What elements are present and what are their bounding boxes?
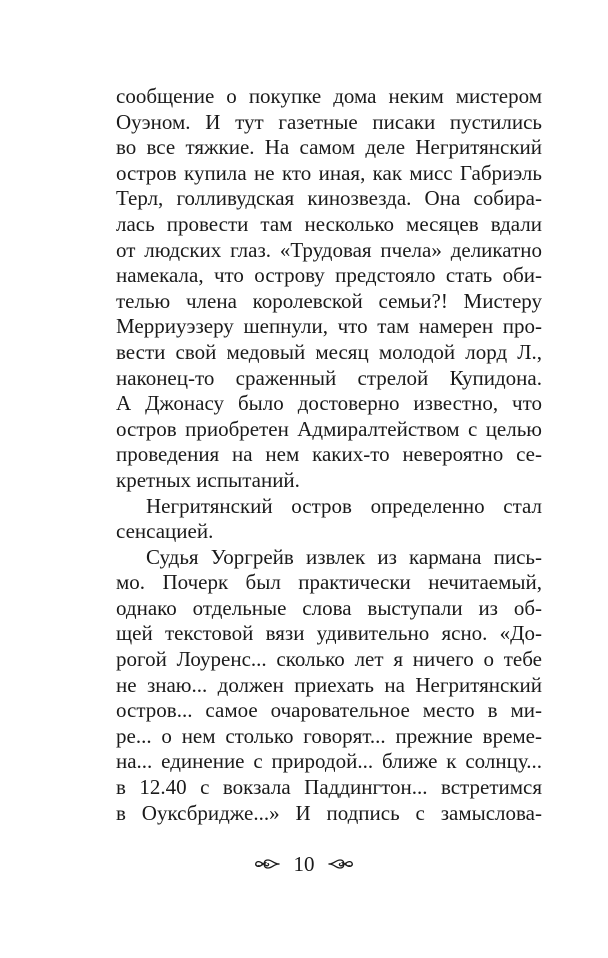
text-line: Терл, голливудская кинозвезда. Она собира- (116, 186, 542, 211)
text-line: остров... самое очаровательное место в ми- (116, 698, 542, 723)
text-line: сенсацией. (116, 519, 214, 544)
text-line: остров приобретен Адмиралтейством с целью (116, 416, 542, 441)
text-line: А Джонасу было достоверно известно, что (116, 391, 542, 416)
text-line: остров купила не кто иная, как мисс Габриэль (116, 160, 542, 185)
text-line: лась провести там несколько месяцев вдали (116, 211, 542, 236)
text-line: Оуэном. И тут газетные писаки пустились (116, 109, 542, 134)
text-line: ре... о нем столько говорят... прежние време- (116, 723, 542, 748)
fleuron-left-icon (254, 855, 280, 873)
text-line: от людских глаз. «Трудовая пчела» деликатно (116, 237, 542, 262)
text-line: щей текстовой вязи удивительно ясно. «До- (116, 621, 542, 646)
text-line: не знаю... должен приехать на Негритянский (116, 672, 542, 697)
text-line: в 12.40 с вокзала Паддингтон... встретимся (116, 775, 542, 800)
page-footer (0, 849, 608, 875)
text-line: Судья Уоргрейв извлек из кармана пись- (146, 544, 542, 569)
text-line: во все тяжкие. На самом деле Негритянский (116, 135, 542, 160)
text-line: наконец-то сраженный стрелой Купидона. (116, 365, 542, 390)
text-line: вести свой медовый месяц молодой лорд Л., (116, 339, 542, 364)
text-line: сообщение о покупке дома неким мистером (116, 84, 542, 108)
text-line: Негритянский остров определенно стал (146, 493, 542, 518)
text-line: Мерриуэзеру шепнули, что там намерен про- (116, 314, 542, 339)
text-line: на... единение с природой... ближе к солнцу... (116, 749, 542, 774)
page-number: 10 (293, 852, 315, 877)
text-line: кретных испытаний. (116, 467, 300, 492)
body-text (116, 84, 542, 826)
text-line: однако отдельные слова выступали из об- (116, 595, 542, 620)
text-line: мо. Почерк был практически нечитаемый, (116, 570, 542, 595)
text-line: проведения на нем каких-то невероятно се- (116, 442, 542, 467)
text-line: рогой Лоуренс... сколько лет я ничего о тебе (116, 647, 542, 672)
text-line: телью члена королевской семьи?! Мистеру (116, 288, 542, 313)
text-line: намекала, что острову предстояло стать оби- (116, 263, 542, 288)
fleuron-right-icon (328, 855, 354, 873)
text-line: в Оуксбридже...» И подпись с замыслова- (116, 800, 542, 825)
